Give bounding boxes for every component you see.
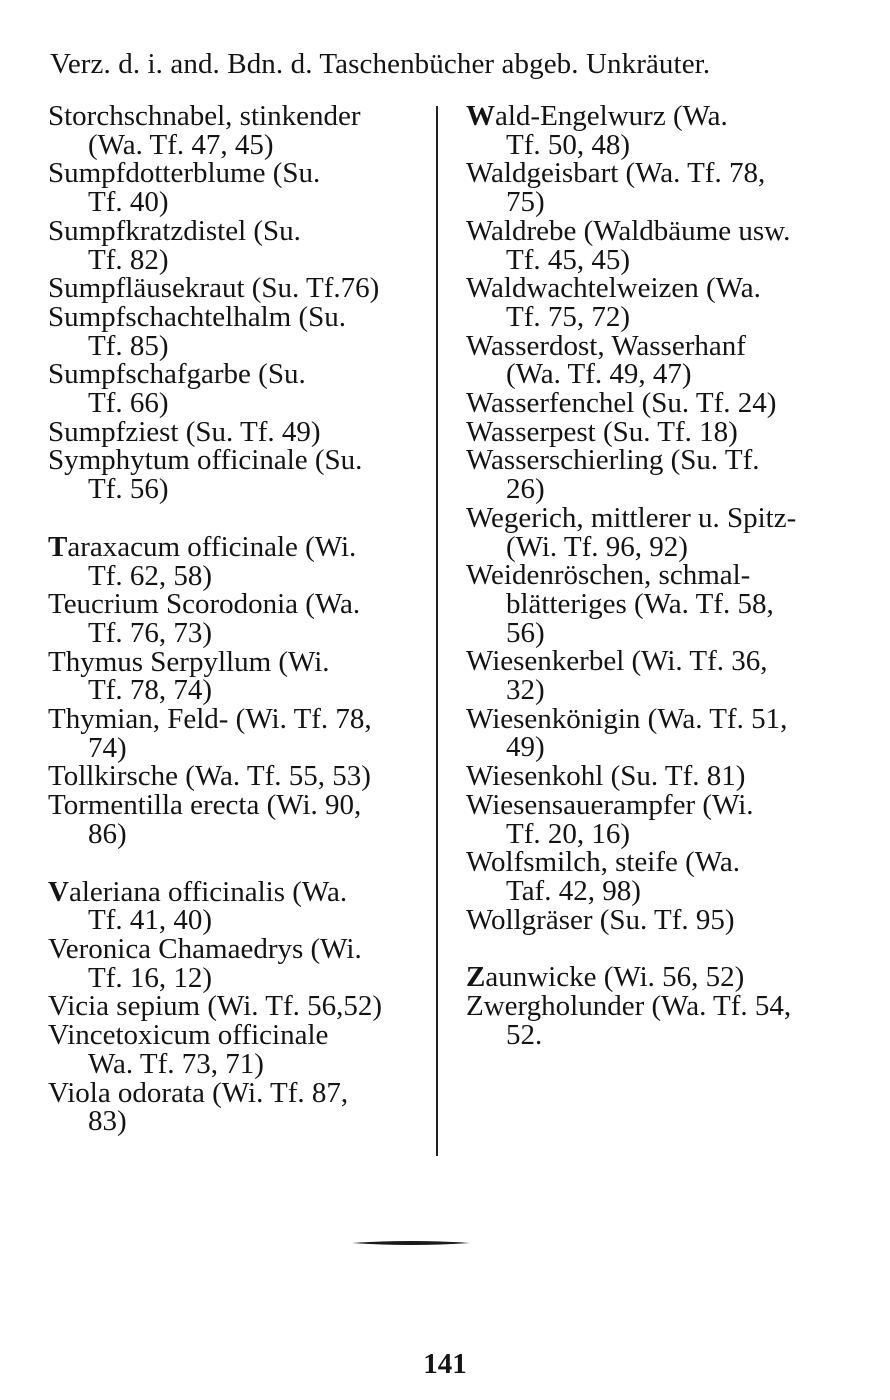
index-entry [466,702,846,764]
section-initial: W [466,100,495,132]
index-entry [48,157,426,219]
entry-text: Wegerich, mittlerer u. Spitz- [466,501,797,534]
entry-continuation: 86) [88,817,127,850]
entry-line [466,561,846,590]
index-entry [48,214,426,276]
index-entry [466,415,846,448]
entry-text: Weidenröschen, schmal- [466,559,751,592]
entry-line [466,903,846,936]
section-initial: V [48,875,69,908]
entry-text: Thymus Serpyllum (Wi. [48,645,330,678]
entry-line [466,274,846,303]
entry-text: aleriana officinalis (Wa. [68,875,348,908]
index-entry [48,358,426,420]
index-entry [466,329,846,391]
entry-continuation: Wa. Tf. 73, 71) [88,1047,264,1080]
entry-line [48,214,426,247]
entry-text: Viola odorata (Wi. Tf. 87, [48,1076,349,1109]
entry-text: Sumpfziest (Su. Tf. 49) [48,415,321,448]
entry-text: Storchschnabel, stinkender [48,100,361,132]
entry-continuation: Tf. 41, 40) [88,904,213,937]
entry-continuation: 32) [506,674,545,707]
index-entry [48,1076,426,1138]
section-initial: Z [466,961,486,994]
index-entry [48,415,426,448]
entry-continuation: 26) [506,473,545,506]
index-entry [48,705,426,762]
section-initial: T [48,530,68,563]
entry-text: Zwergholunder (Wa. Tf. 54, [466,990,792,1023]
entry-continuation: Tf. 66) [88,387,169,420]
entry-line [48,791,426,820]
entry-continuation: Tf. 40) [88,186,169,219]
index-entry [466,762,846,791]
entry-line [48,645,426,678]
index-column-left [48,102,426,1136]
entry-continuation: (Wi. Tf. 96, 92) [506,530,688,563]
entry-line [48,932,426,965]
entry-text: Wasserfenchel (Su. Tf. 24) [466,387,777,420]
entry-text: Sumpfdotterblume (Su. [48,157,321,190]
entry-continuation: Tf. 76, 73) [88,616,213,649]
entry-continuation: 75) [506,186,545,219]
entry-text: Tollkirsche (Wa. Tf. 55, 53) [48,760,371,793]
entry-line [466,159,846,188]
entry-text: Waldwachtelweizen (Wa. [466,272,761,305]
entry-continuation: Tf. 45, 45) [506,243,631,276]
entry-line [48,300,426,333]
entry-line [48,1076,426,1109]
index-entry [466,561,846,647]
entry-line [48,705,426,734]
entry-text: Tormentilla erecta (Wi. 90, [48,789,362,822]
index-entry [48,791,426,848]
entry-line [48,274,426,303]
entry-line [466,762,846,791]
entry-text: ald-Engelwurz (Wa. [495,100,728,132]
index-entry [48,1021,426,1078]
entry-continuation: Tf. 62, 58) [88,559,213,592]
index-entry [48,102,426,159]
entry-continuation: blätteriges (Wa. Tf. 58, [506,587,774,620]
index-entry [466,274,846,331]
entry-line [48,159,426,188]
index-entry [48,932,426,994]
column-divider [436,106,438,1156]
index-entry [48,444,426,506]
entry-continuation: 83) [88,1105,127,1138]
entry-text: Teucrium Scorodonia (Wa. [48,588,361,621]
entry-continuation: Taf. 42, 98) [506,874,641,907]
running-header: Verz. d. i. and. Bdn. d. Taschenbücher abgeb. Unkräuter. [50,48,711,80]
index-entry [466,102,846,159]
index-entry [48,274,426,303]
entry-text: Waldgeisbart (Wa. Tf. 78, [466,157,766,190]
index-entry [466,444,846,506]
entry-line [48,102,426,131]
index-entry [48,645,426,707]
entry-text: Sumpfkratzdistel (Su. [48,214,301,247]
entry-line [466,329,846,362]
entry-text: Sumpfläusekraut (Su. Tf.76) [48,272,380,305]
entry-continuation: Tf. 82) [88,243,169,276]
entry-continuation: Tf. 16, 12) [88,961,213,994]
entry-text: Wolfsmilch, steife (Wa. [466,846,740,879]
index-entry [466,157,846,219]
index-column-right [466,102,846,1050]
entry-continuation: 49) [506,731,545,764]
entry-line [48,590,426,619]
entry-line [466,415,846,448]
entry-line [466,102,846,131]
index-entry [466,848,846,905]
entry-continuation: 74) [88,731,127,764]
entry-line [466,214,846,247]
entry-continuation: 52. [506,1018,543,1051]
closing-ornament [352,1239,470,1247]
entry-text: araxacum officinale (Wi. [67,530,357,563]
index-entry [48,875,426,937]
index-entry [48,300,426,362]
entry-text: Wiesenkönigin (Wa. Tf. 51, [466,702,788,735]
index-entry [48,992,426,1021]
entry-line [466,389,846,418]
index-entry [48,590,426,647]
entry-line [48,762,426,791]
index-entry [466,645,846,707]
entry-line [466,963,846,992]
entry-line [466,992,846,1021]
entry-text: Symphytum officinale (Su. [48,444,363,477]
entry-continuation: Tf. 20, 16) [506,817,631,850]
index-entry [466,501,846,563]
entry-continuation: (Wa. Tf. 47, 45) [88,128,274,161]
entry-line [48,992,426,1021]
entry-continuation: 56) [506,616,545,649]
entry-continuation: Tf. 50, 48) [506,128,631,161]
index-entry [466,903,846,936]
entry-line [466,446,846,475]
entry-text: Sumpfschafgarbe (Su. [48,358,306,391]
entry-text: Wiesenkerbel (Wi. Tf. 36, [466,645,768,678]
entry-continuation: Tf. 85) [88,329,169,362]
entry-text: Wiesensauerampfer (Wi. [466,788,754,821]
entry-line [48,360,426,389]
entry-text: Veronica Chamaedrys (Wi. [48,932,362,965]
entry-line [48,530,426,563]
entry-text: Thymian, Feld- (Wi. Tf. 78, [48,703,372,736]
entry-text: Waldrebe (Waldbäume usw. [466,214,791,247]
entry-line [466,647,846,676]
index-entry [48,762,426,791]
entry-text: Wasserdost, Wasserhanf [466,329,746,362]
entry-text: Wiesenkohl (Su. Tf. 81) [466,760,746,793]
index-entry [48,530,426,592]
entry-line [48,1021,426,1050]
entry-continuation: (Wa. Tf. 49, 47) [506,358,692,391]
entry-line [466,501,846,534]
index-entry [466,963,846,992]
entry-line [48,875,426,908]
entry-text: Vincetoxicum officinale [48,1019,329,1052]
entry-continuation: Tf. 75, 72) [506,300,631,333]
entry-continuation: Tf. 56) [88,473,169,506]
entry-line [466,848,846,877]
entry-text: aunwicke (Wi. 56, 52) [485,961,745,994]
page-number: 141 [423,1348,467,1380]
entry-line [48,415,426,448]
index-entry [466,214,846,276]
entry-text: Wollgräser (Su. Tf. 95) [466,903,735,936]
entry-continuation: Tf. 78, 74) [88,674,213,707]
index-entry [466,992,846,1049]
entry-text: Wasserschierling (Su. Tf. [466,444,760,477]
entry-line [48,446,426,475]
index-entry [466,389,846,418]
index-entry [466,788,846,850]
entry-line [466,788,846,821]
entry-line [466,702,846,735]
entry-text: Vicia sepium (Wi. Tf. 56,52) [48,990,383,1023]
entry-text: Sumpfschachtelhalm (Su. [48,300,347,333]
entry-text: Wasserpest (Su. Tf. 18) [466,415,738,448]
